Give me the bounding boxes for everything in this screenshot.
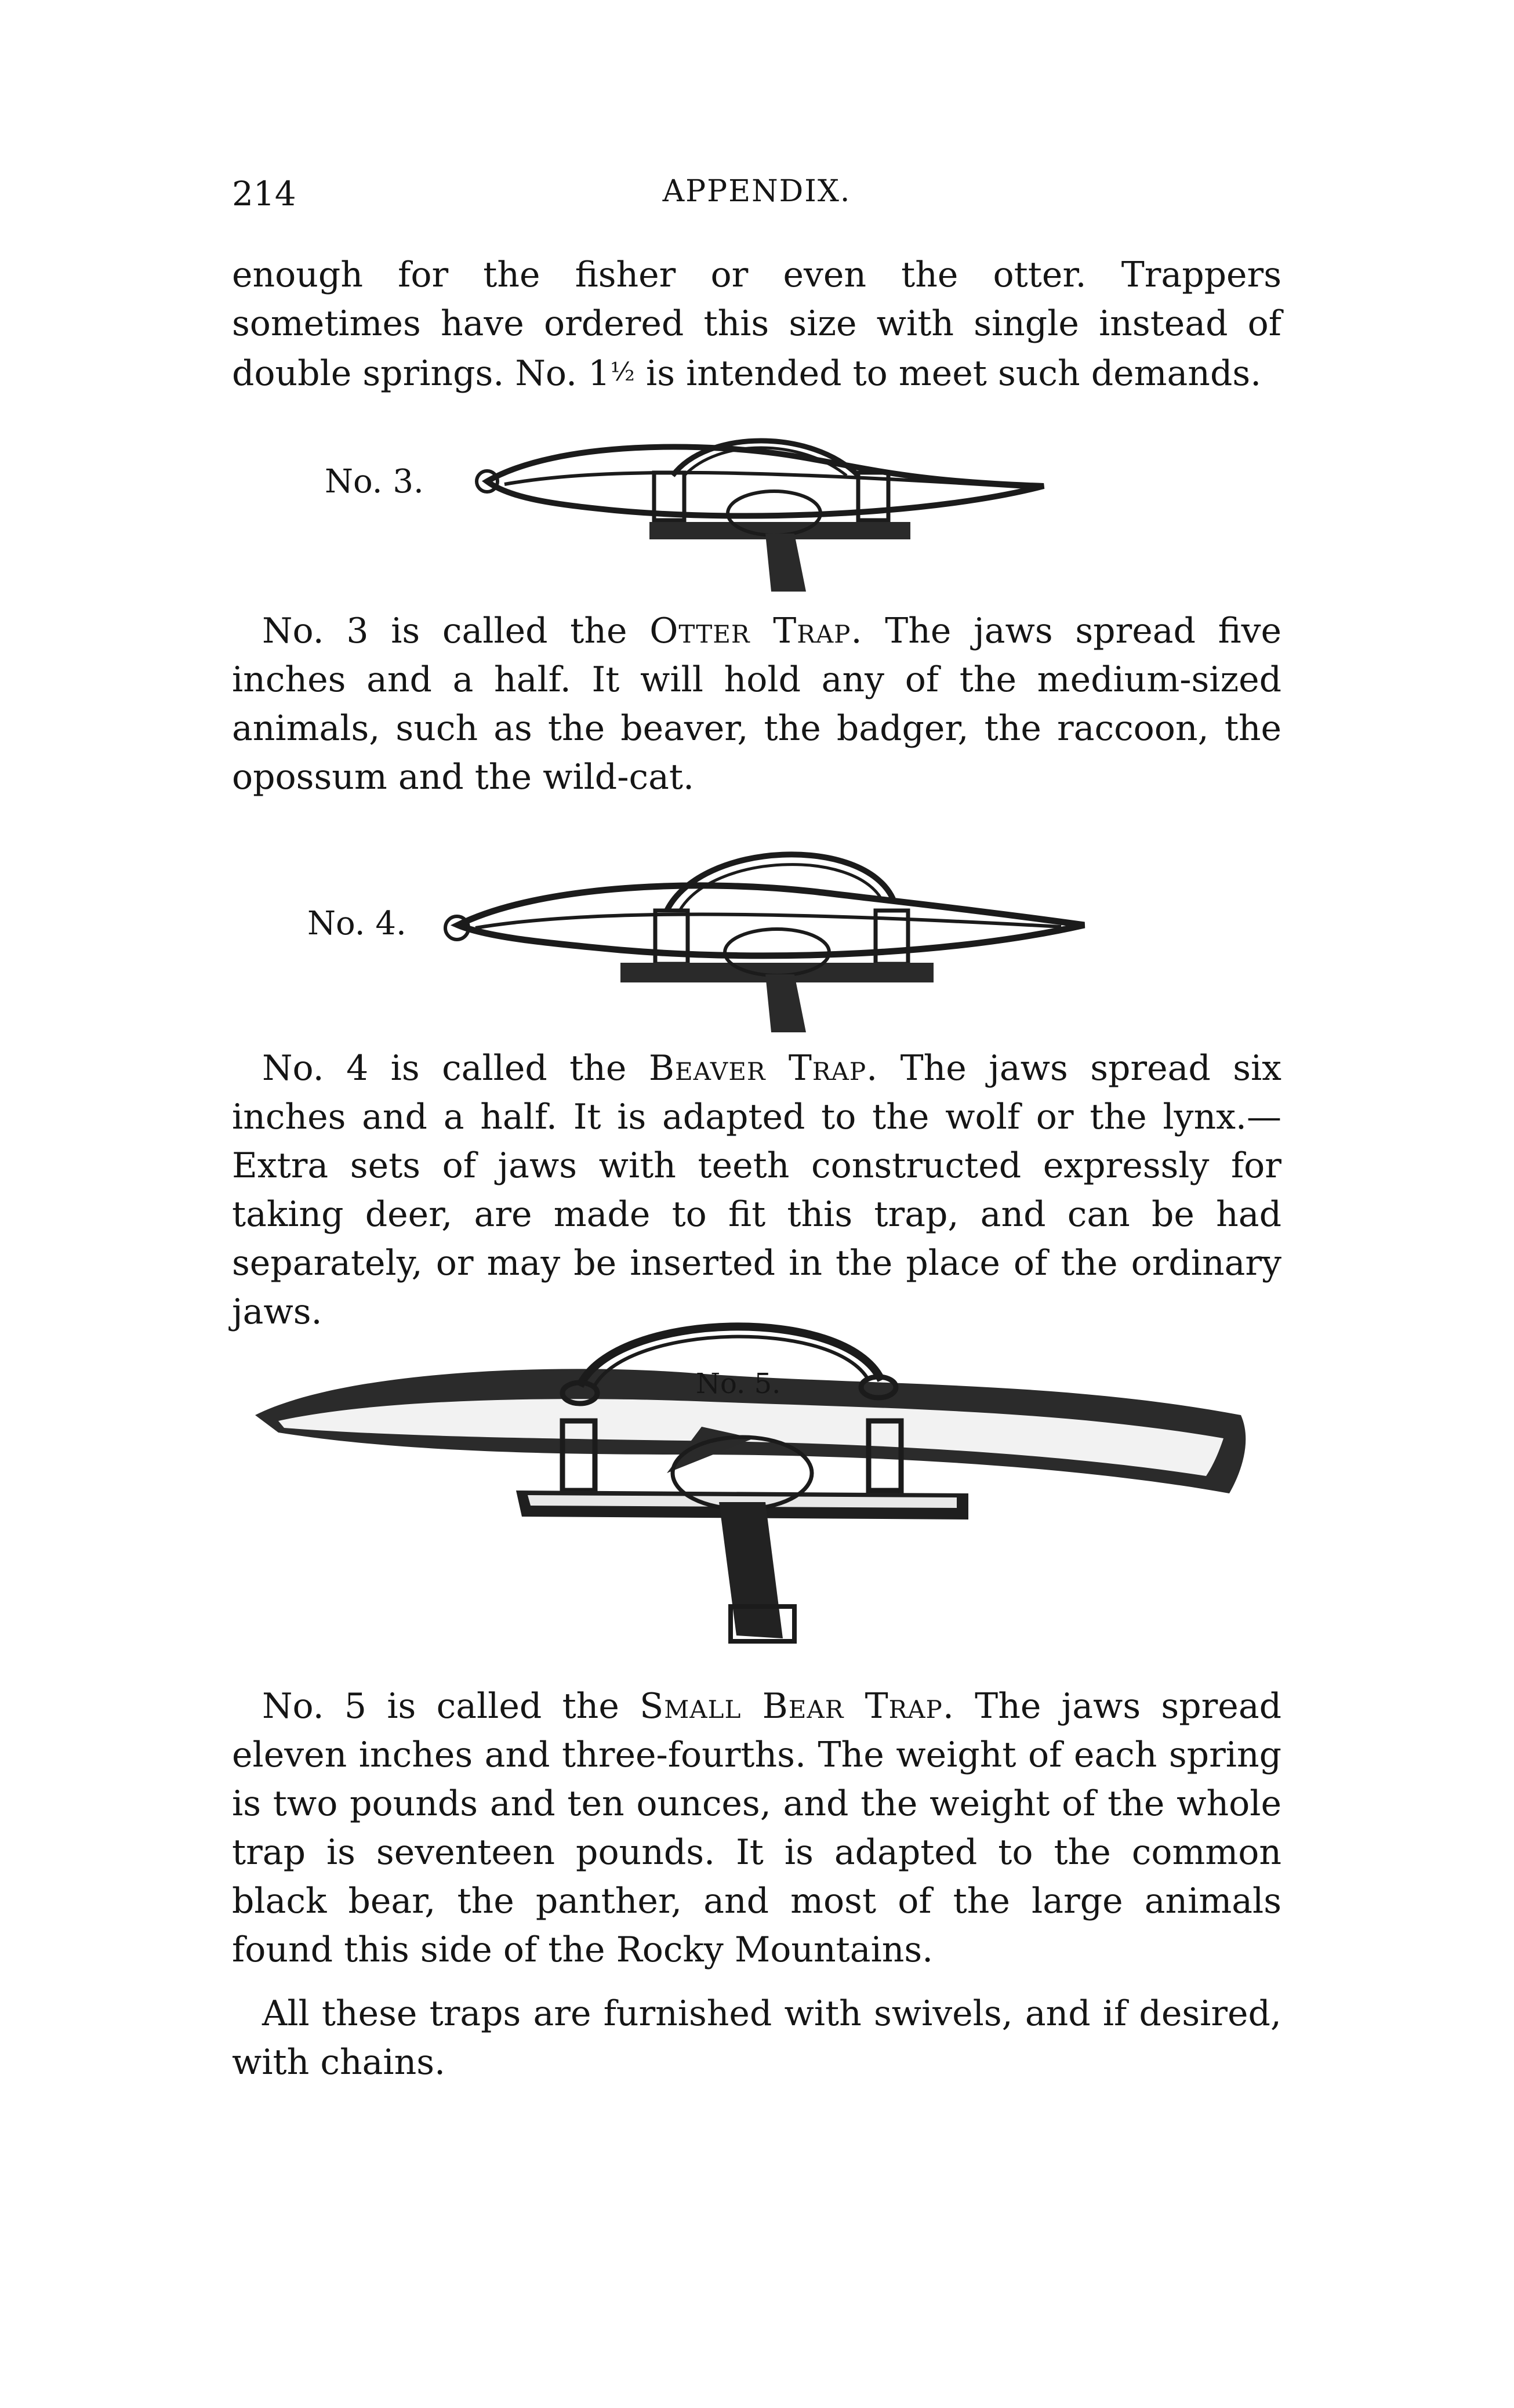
paragraph-text-after: The jaws spread eleven inches and three-fourths. The weight of each spring is two pounds and ten ounces, and the weight of the whole trap is seventeen pounds. It is adapted to the common black bear, the panther, and most of the large animals found this side of the Rocky Mountains. (232, 1686, 1281, 1970)
figure-small-bear-trap (244, 1299, 1264, 1647)
paragraph-swivels-chains: All these traps are furnished with swivels, and if desired, with chains. (232, 1993, 1281, 2083)
figure-otter-trap (313, 418, 1079, 603)
small-bear-trap-illustration (244, 1299, 1264, 1647)
page-header (232, 174, 1281, 220)
otter-trap-illustration (313, 418, 1079, 603)
figure-label-no-3: No. 3. (325, 463, 424, 501)
figure-beaver-trap (296, 824, 1108, 1032)
paragraph-text-after: is intended to meet such demands. (634, 353, 1262, 394)
paragraph-otter-trap (232, 607, 1281, 802)
trap-name-beaver: Beaver Trap. (648, 1048, 878, 1089)
page-number: 214 (232, 174, 296, 213)
paragraph-text-before: No. 4 is called the (262, 1048, 649, 1089)
paragraph-small-bear-trap (232, 1682, 1281, 1974)
running-head: APPENDIX. (662, 174, 851, 209)
trap-name-small-bear: Small Bear Trap. (640, 1686, 954, 1727)
paragraph-text-before: No. 5 is called the (262, 1686, 640, 1727)
fraction-one-half: ½ (610, 357, 635, 387)
paragraph-text-after: The jaws spread five inches and a half. It will hold any of the medium-sized animals, such as the beaver, the badger, the raccoon, the opossum and the wild-cat. (232, 611, 1282, 797)
beaver-trap-illustration (296, 824, 1108, 1032)
figure-label-no-4: No. 4. (307, 905, 406, 942)
paragraph-text-before: enough for the fisher or even the otter. Trappers sometimes have ordered this size with single instead of double springs. No. 1 (232, 255, 1281, 394)
paragraph-size-1-5 (232, 251, 1281, 398)
paragraph-text-after: The jaws spread six inches and a half. It is adapted to the wolf or the lynx.— Extra sets of jaws with teeth constructed expressly for taking deer, are made to fit this trap, and can be had separately, or may be inserted in the place of the ordinary jaws. (232, 1048, 1282, 1332)
paragraph-beaver-trap (232, 1044, 1281, 1336)
figure-label-no-5: No. 5. (696, 1368, 781, 1400)
paragraph-text-before: No. 3 is called the (262, 611, 650, 651)
trap-name-otter: Otter Trap. (649, 611, 863, 651)
